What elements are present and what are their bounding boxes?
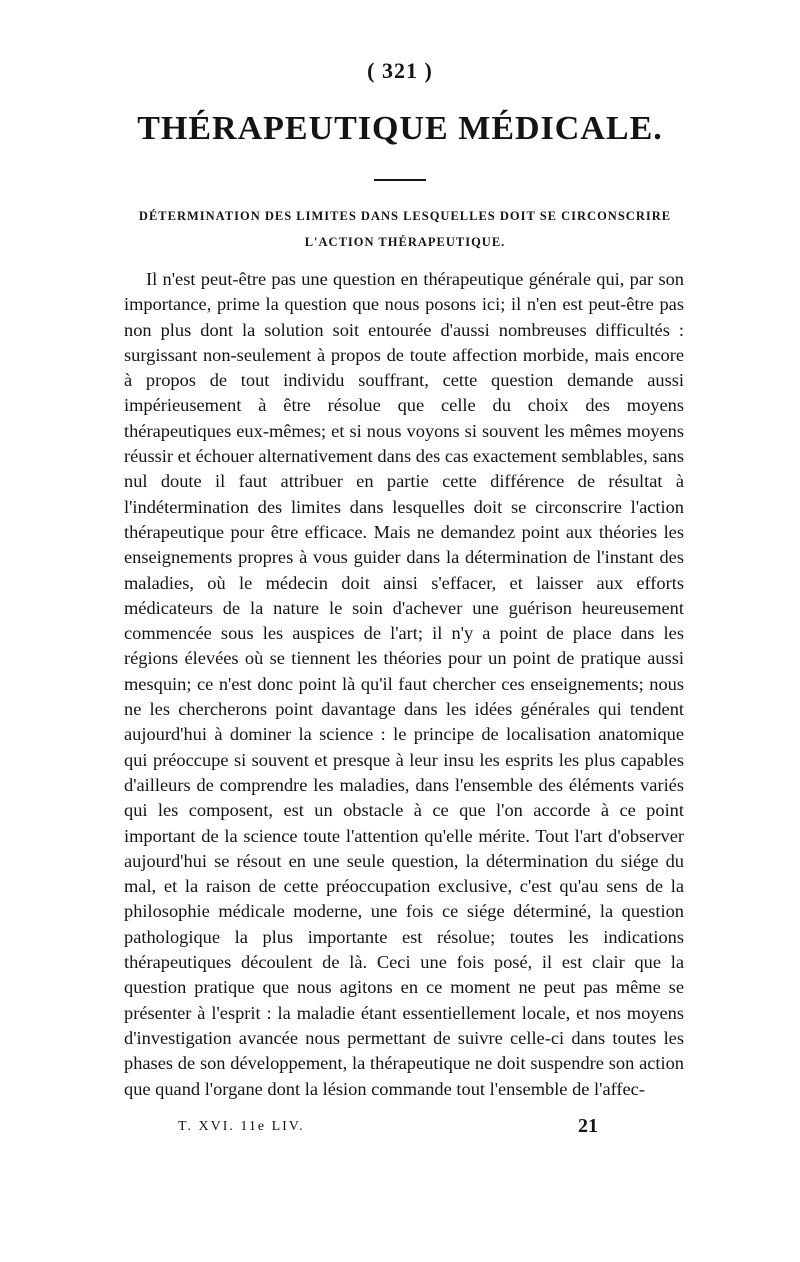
title-rule	[374, 179, 426, 181]
page-title: THÉRAPEUTIQUE MÉDICALE.	[137, 110, 663, 147]
page-footer	[178, 1115, 598, 1145]
body-paragraph: Il n'est peut-être pas une question en thérapeutique générale qui, par son importance, prime la question que nous posons ici; il n'en est peut-être pas non plus dont la solution soit entourée d'aussi nombreuses difficultés : surgissant non-seulement à propos de toute affection morbide, mais encore à propos de tout individu souffrant, cette question demande aussi impérieusement à être résolue que celle du choix des moyens thérapeutiques eux-mêmes; et si nous voyons si souvent les mêmes moyens réussir et échouer alternativement dans des cas exactement semblables, sans nul doute il faut attribuer en partie cette différence de résultat à l'indétermination des limites dans lesquelles doit se circonscrire l'action thérapeutique pour être efficace. Mais ne demandez point aux théories les enseignements propres à vous guider dans la détermination de l'instant des maladies, où le médecin doit ainsi s'effacer, et laisser aux efforts médicateurs de la nature le soin d'achever une guérison heureusement commencée sous les auspices de l'art; il n'y a point de place dans les régions élevées où se tiennent les théories pour un point de pratique aussi mesquin; ce n'est donc point là qu'il faut chercher ces enseignements; nous ne les chercherons point davantage dans les idées générales qui tendent aujourd'hui à dominer la science : le principe de localisation anatomique qui préoccupe si souvent et presque à leur insu les esprits les plus capables d'ailleurs de comprendre les maladies, dans l'ensemble des éléments variés qui les composent, est un obstacle à ce que l'on accorde à ce point important de la science toute l'attention qu'elle mérite. Tout l'art d'observer aujourd'hui se résout en une seule question, la détermination du siége du mal, et la raison de cette préoccupation exclusive, c'est qu'au sens de la philosophie médicale moderne, une fois ce siége déterminé, la question pathologique la plus importante est résolue; toutes les indications thérapeutiques découlent de là. Ceci une fois posé, il est clair que la question pratique que nous agitons en ce moment ne peut pas même se présenter à l'esprit : la maladie étant essentiellement locale, et nos moyens d'investigation avancée nous permettant de suivre celle-ci dans toutes les phases de son développement, la thérapeutique ne doit suspendre son action que quand l'organe dont la lésion commande tout l'ensemble de l'affec-	[124, 269, 684, 1099]
signature-mark: T. XVI. 11e LIV.	[178, 1119, 305, 1134]
section-heading: DÉTERMINATION DES LIMITES DANS LESQUELLES DOIT SE CIRCONSCRIRE L'ACTION THÉRAPEUTIQUE.	[138, 209, 672, 249]
page-number: ( 321 )	[367, 58, 433, 83]
sheet-number: 21	[578, 1115, 598, 1137]
